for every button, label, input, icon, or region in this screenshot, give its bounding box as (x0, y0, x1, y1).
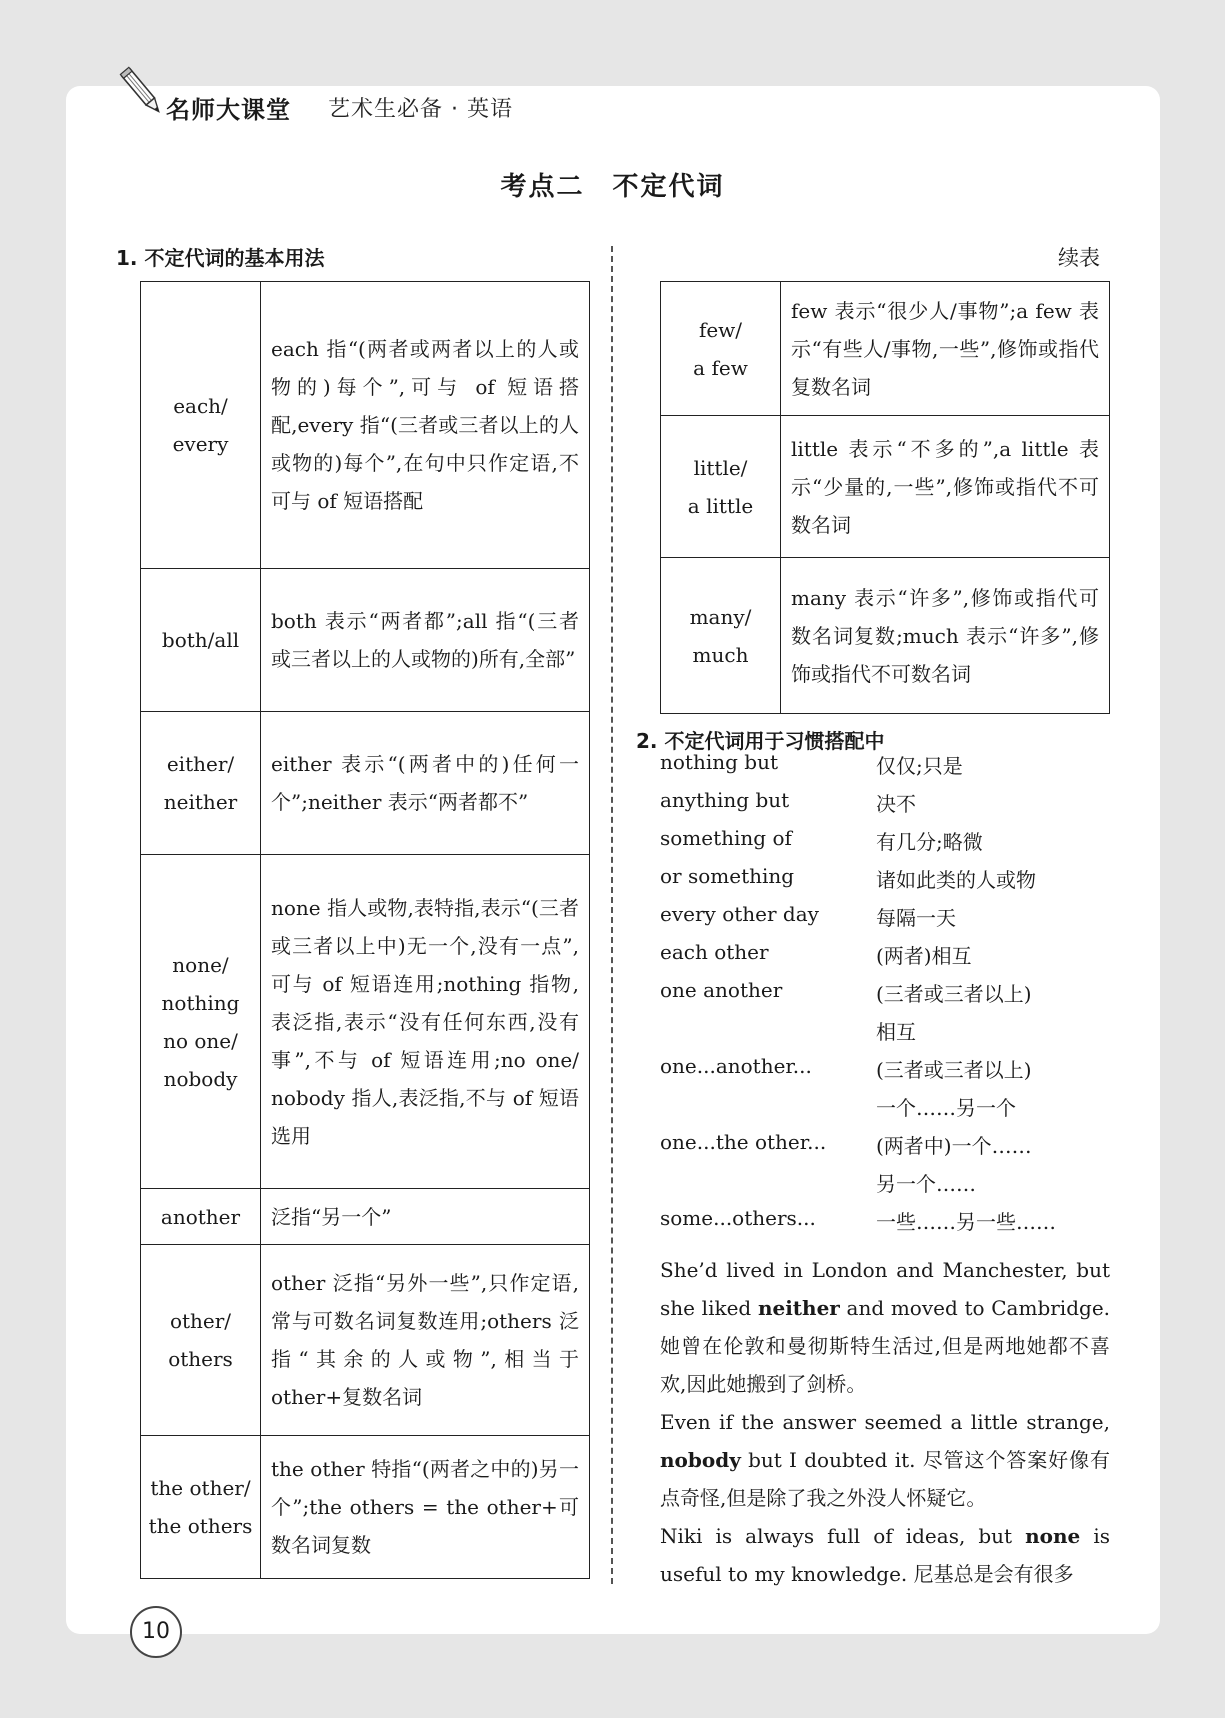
continued-label: 续表 (1058, 246, 1100, 270)
phrase-english: nothing but (660, 750, 778, 774)
page-number: 10 (130, 1606, 182, 1658)
table-row (141, 1436, 590, 1579)
term-line: many/ (689, 604, 752, 629)
description-cell: other 泛指“另外一些”,只作定语,常与可数名词复数连用;others 泛指“其余的人或物”,相当于 other+复数名词 (261, 1245, 590, 1436)
phrase-meaning: 另一个…… (876, 1172, 976, 1196)
term-cell (141, 712, 261, 855)
term-line: both/all (161, 628, 240, 652)
phrase-english: one another (660, 978, 783, 1002)
usage-table-continued (660, 281, 1110, 714)
term-cell (661, 416, 781, 558)
term-line: a few (693, 355, 748, 380)
phrase-english: anything but (660, 788, 790, 812)
term-line: the others (148, 1514, 253, 1538)
sentence-text: but I doubted it. 尽管这个答案好像有点奇怪,但是除了我之外没人怀疑它。 (660, 1448, 1110, 1510)
description-cell: either 表示“(两者中的)任何一个”;neither 表示“两者都不” (261, 712, 590, 855)
phrase-meaning: 仅仅;只是 (876, 754, 963, 778)
phrase-english: something of (660, 826, 792, 850)
term-line: much (692, 642, 749, 667)
term-line: other/ (169, 1309, 232, 1333)
example-sentence (660, 1517, 1110, 1593)
phrase-meaning: (三者或三者以上) (876, 1058, 1032, 1082)
term-line: nothing (161, 990, 240, 1015)
description-cell: the other 特指“(两者之中的)另一个”;the others = the other+可数名词复数 (261, 1436, 590, 1579)
phrase-english: or something (660, 864, 795, 888)
term-cell (141, 1189, 261, 1245)
term-cell (141, 1245, 261, 1436)
phrase-meaning: 有几分;略微 (876, 830, 983, 854)
term-line: few/ (698, 317, 743, 342)
term-line: little/ (693, 455, 748, 480)
description-cell: none 指人或物,表特指,表示“(三者或三者以上中)无一个,没有一点”,可与 of 短语连用;nothing 指物,表泛指,表示“没有任何东西,没有事”,不与 of 短语连用;no one/ nobody 指人,表泛指,不与 of 短语选用 (261, 855, 590, 1189)
sentence-text: is useful to my knowledge. 尼基总是会有很多 (660, 1524, 1110, 1586)
term-line: nobody (163, 1066, 238, 1091)
sentence-text: She’d lived in London and Manchester, but she liked (660, 1258, 1110, 1320)
description-cell: 泛指“另一个” (261, 1189, 590, 1245)
term-cell (141, 855, 261, 1189)
phrase-english: one...another... (660, 1054, 812, 1078)
table-row (141, 282, 590, 569)
part1-heading: 1. 不定代词的基本用法 (116, 246, 325, 270)
phrase-meaning: 一些……另一些…… (876, 1210, 1056, 1234)
series-subtitle: 艺术生必备 · 英语 (328, 97, 513, 122)
description-cell: both 表示“两者都”;all 指“(三者或三者以上的人或物的)所有,全部” (261, 569, 590, 712)
term-line: the other/ (150, 1476, 251, 1500)
phrase-english: every other day (660, 902, 819, 926)
sentence-text: Niki is always full of ideas, but (660, 1524, 1026, 1548)
phrase-meaning: 每隔一天 (876, 906, 956, 930)
term-line: each/ (173, 394, 228, 418)
part2-heading: 2. 不定代词用于习惯搭配中 (636, 729, 885, 753)
table-row (661, 558, 1110, 714)
phrase-meaning: (三者或三者以上) (876, 982, 1032, 1006)
section-title: 考点二 不定代词 (500, 172, 725, 202)
column-divider (611, 246, 613, 1584)
term-cell (141, 569, 261, 712)
table-row (141, 712, 590, 855)
phrase-english: each other (660, 940, 769, 964)
term-line: neither (163, 790, 238, 814)
highlighted-pronoun: none (1025, 1524, 1081, 1548)
phrase-english: some...others... (660, 1206, 816, 1230)
pencil-icon (118, 64, 168, 120)
table-row (141, 569, 590, 712)
phrase-english: one...the other... (660, 1130, 827, 1154)
phrase-meaning: (两者)相互 (876, 944, 972, 968)
term-cell (141, 1436, 261, 1579)
description-cell: many 表示“许多”,修饰或指代可数名词复数;much 表示“许多”,修饰或指代不可数名词 (781, 558, 1110, 714)
term-line: no one/ (163, 1028, 238, 1053)
example-sentence (660, 1251, 1110, 1403)
phrase-meaning: 相互 (876, 1020, 916, 1044)
description-cell: few 表示“很少人/事物”;a few 表示“有些人/事物,一些”,修饰或指代复数名词 (781, 282, 1110, 416)
table-row (141, 1189, 590, 1245)
term-line: another (160, 1204, 241, 1229)
term-cell (141, 282, 261, 569)
phrase-meaning: 决不 (876, 792, 916, 816)
term-line: none/ (172, 952, 229, 977)
term-line: every (172, 432, 229, 456)
series-brand: 名师大课堂 (166, 96, 291, 124)
sentence-text: and moved to Cambridge. 她曾在伦敦和曼彻斯特生活过,但是两地她都不喜欢,因此她搬到了剑桥。 (660, 1296, 1111, 1396)
term-line: either/ (166, 752, 235, 776)
phrase-meaning: 诸如此类的人或物 (876, 868, 1036, 892)
usage-table (140, 281, 590, 1579)
phrase-meaning: 一个……另一个 (876, 1096, 1016, 1120)
table-row (141, 855, 590, 1189)
term-line: others (168, 1347, 233, 1371)
table-row (661, 282, 1110, 416)
phrase-meaning: (两者中)一个…… (876, 1134, 1032, 1158)
description-cell: little 表示“不多的”,a little 表示“少量的,一些”,修饰或指代不可数名词 (781, 416, 1110, 558)
example-sentence (660, 1403, 1110, 1517)
highlighted-pronoun: nobody (660, 1448, 741, 1472)
term-line: a little (687, 493, 754, 518)
term-cell (661, 282, 781, 416)
table-row (661, 416, 1110, 558)
sentence-text: Even if the answer seemed a little strange, (660, 1410, 1110, 1434)
highlighted-pronoun: neither (757, 1296, 840, 1320)
table-row (141, 1245, 590, 1436)
description-cell: each 指“(两者或两者以上的人或物的)每个”,可与 of 短语搭配,every 指“(三者或三者以上的人或物的)每个”,在句中只作定语,不可与 of 短语搭配 (261, 282, 590, 569)
term-cell (661, 558, 781, 714)
